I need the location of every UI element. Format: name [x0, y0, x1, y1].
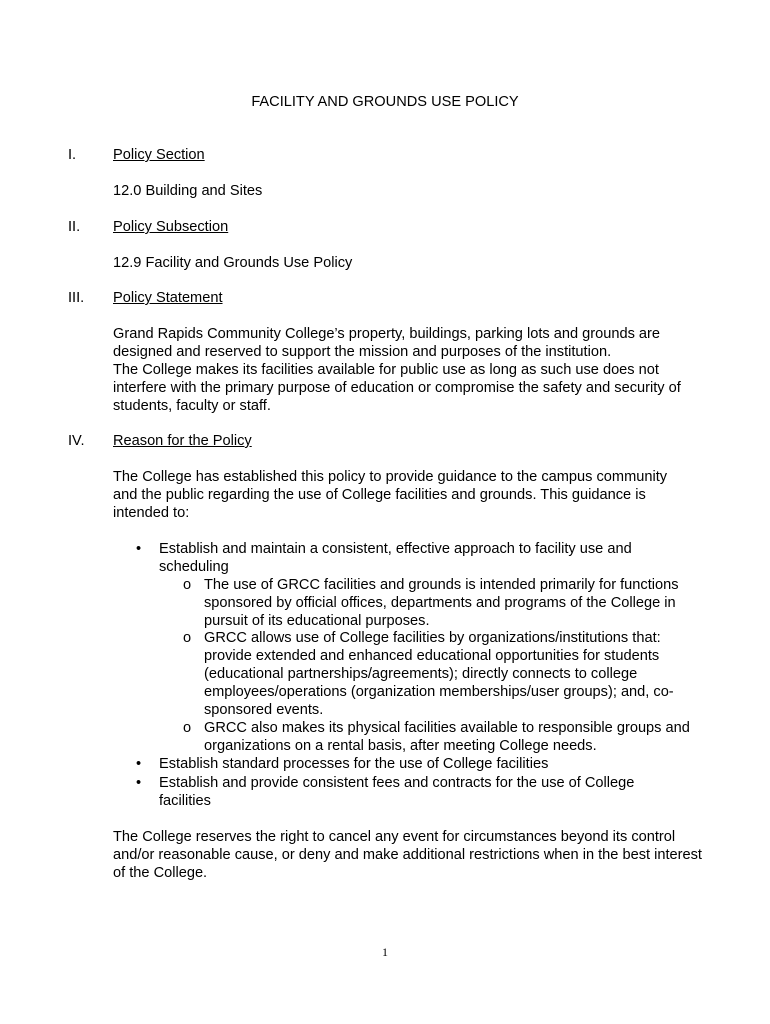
bullet-marker: •	[136, 775, 142, 791]
sub-bullet-marker: o	[183, 577, 192, 593]
section-4-closing: The College reserves the right to cancel any event for circumstances beyond its control and/or reasonable cause, or deny and make additional restrictions when in the best interest of the College.	[113, 829, 702, 881]
section-3-paragraph-2: The College makes its facilities available for public use as long as such use does not interfere with the primary purpose of education or compromise the safety and security of students, faculty or staff.	[113, 362, 681, 414]
sub-bullet-marker: o	[183, 720, 192, 736]
section-2-numeral: II.	[68, 219, 81, 235]
bullet-text: Establish and maintain a consistent, effective approach to facility use and scheduling	[159, 541, 632, 575]
section-3-heading: Policy Statement	[113, 290, 223, 306]
section-4-heading: Reason for the Policy	[113, 433, 252, 449]
sub-bullet-text: GRCC allows use of College facilities by organizations/institutions that: provide extended and enhanced educational opportunities for students (educational partnerships/agreements); directly connects to college employees/operations (organization memberships/user groups); and, co-sponsored events.	[204, 630, 674, 718]
section-4-numeral: IV.	[68, 433, 85, 449]
document-title: FACILITY AND GROUNDS USE POLICY	[251, 94, 519, 110]
section-1-numeral: I.	[68, 147, 77, 163]
bullet-text: Establish standard processes for the use of College facilities	[159, 756, 549, 772]
section-1-heading: Policy Section	[113, 147, 205, 163]
sub-bullet-text: GRCC also makes its physical facilities available to responsible groups and organizations on a rental basis, after meeting College needs.	[204, 720, 690, 754]
page-number: 1	[382, 945, 388, 959]
sub-bullet-marker: o	[183, 630, 192, 646]
bullet-text: Establish and provide consistent fees and contracts for the use of College facilities	[159, 775, 635, 809]
section-3-numeral: III.	[68, 290, 85, 306]
section-4-intro: The College has established this policy to provide guidance to the campus community and the public regarding the use of College facilities and grounds. This guidance is intended to:	[113, 469, 668, 521]
section-2-body: 12.9 Facility and Grounds Use Policy	[113, 255, 353, 271]
section-3-paragraph-1: Grand Rapids Community College’s property, buildings, parking lots and grounds are designed and reserved to support the mission and purposes of the institution.	[113, 326, 661, 360]
bullet-marker: •	[136, 756, 142, 772]
sub-bullet-text: The use of GRCC facilities and grounds is intended primarily for functions sponsored by official offices, departments and programs of the College in pursuit of its educational purposes.	[204, 577, 679, 629]
bullet-marker: •	[136, 541, 142, 557]
section-1-body: 12.0 Building and Sites	[113, 183, 263, 199]
section-2-heading: Policy Subsection	[113, 219, 229, 235]
